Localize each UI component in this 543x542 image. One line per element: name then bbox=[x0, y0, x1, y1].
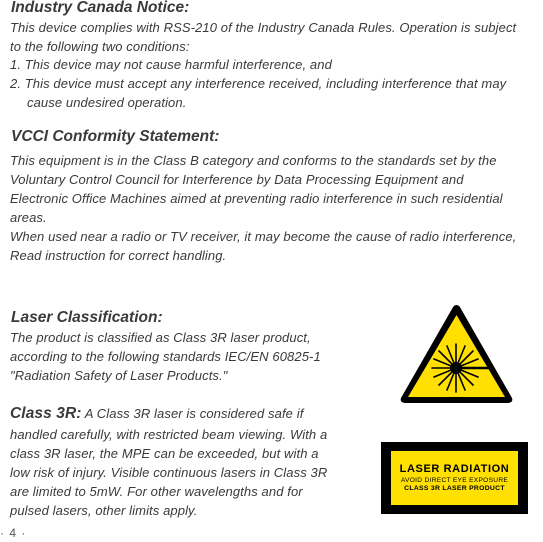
laser-line: according to the following standards IEC/EN 60825-1 bbox=[10, 349, 321, 364]
laser-label-title: LASER RADIATION bbox=[399, 463, 510, 475]
vcci-line: Read instruction for correct handling. bbox=[10, 248, 227, 263]
laser-line: The product is classified as Class 3R laser product, bbox=[10, 330, 311, 345]
class-3r-line: low risk of injury. Visible continuous lasers in Class 3R bbox=[10, 465, 328, 480]
industry-canada-line: to the following two conditions: bbox=[10, 39, 190, 54]
class-3r-paragraph-first-line bbox=[10, 405, 303, 423]
vcci-line: areas. bbox=[10, 210, 47, 225]
vcci-line: This equipment is in the Class B category and conforms to the standards set by the bbox=[10, 153, 497, 168]
laser-line: "Radiation Safety of Laser Products." bbox=[10, 368, 228, 383]
class-3r-label: Class 3R: bbox=[10, 405, 82, 422]
laser-label-subtitle: AVOID DIRECT EYE EXPOSURE bbox=[400, 477, 509, 484]
class-3r-line: pulsed lasers, other limits apply. bbox=[10, 503, 198, 518]
vcci-line: Electronic Office Machines aimed at preventing radio interference in such residential bbox=[10, 191, 503, 206]
industry-canada-line: cause undesired operation. bbox=[27, 95, 187, 110]
laser-label-panel bbox=[391, 451, 518, 505]
class-3r-line: class 3R laser, the MPE can be exceeded, but with a bbox=[10, 446, 319, 461]
laser-warning-triangle-icon bbox=[398, 302, 515, 406]
industry-canada-line: This device complies with RSS-210 of the Industry Canada Rules. Operation is subject bbox=[10, 20, 517, 35]
vcci-heading: VCCI Conformity Statement: bbox=[11, 128, 220, 145]
industry-canada-line: 2. This device must accept any interference received, including interference that may bbox=[10, 76, 507, 91]
vcci-line: When used near a radio or TV receiver, it may become the cause of radio interference, bbox=[10, 229, 517, 244]
laser-label-class: CLASS 3R LASER PRODUCT bbox=[404, 485, 505, 492]
class-3r-line: are limited to 5mW. For other wavelengths and for bbox=[10, 484, 303, 499]
class-3r-first-line-text: A Class 3R laser is considered safe if bbox=[81, 406, 304, 421]
class-3r-line: handled carefully, with restricted beam viewing. With a bbox=[10, 427, 328, 442]
laser-radiation-warning-label bbox=[381, 442, 528, 514]
industry-canada-heading: Industry Canada Notice: bbox=[11, 0, 190, 16]
page-number: · 4 · bbox=[0, 526, 27, 540]
laser-classification-heading: Laser Classification: bbox=[11, 309, 163, 326]
vcci-line: Voluntary Control Council for Interference by Data Processing Equipment and bbox=[10, 172, 464, 187]
industry-canada-line: 1. This device may not cause harmful interference, and bbox=[10, 57, 332, 72]
